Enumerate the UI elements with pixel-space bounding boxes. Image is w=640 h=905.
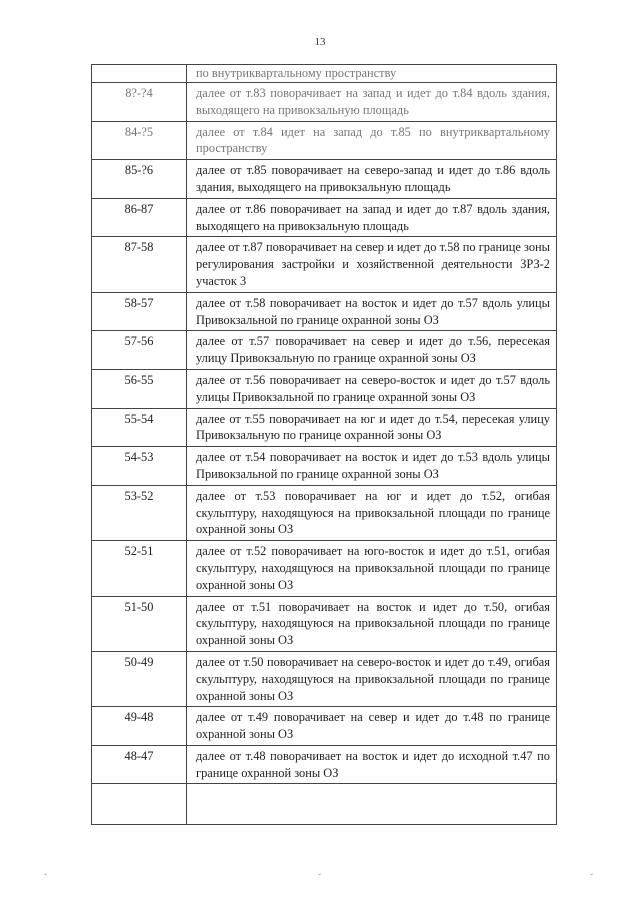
table-row bbox=[92, 706, 556, 745]
boundary-table bbox=[91, 64, 557, 825]
table-row bbox=[92, 408, 556, 447]
description-cell: далее от т.54 поворачивает на восток и идет до т.53 вдоль улицы Привокзальной по границе охранной зоны ОЗ bbox=[196, 450, 550, 481]
description-cell: далее от т.84 идет на запад до т.85 по внутриквартальному пространству bbox=[196, 124, 550, 156]
segment-cell: 50-49 bbox=[92, 652, 187, 706]
description-cell: далее от т.52 поворачивает на юго-восток и идет до т.51, огибая скульптуру, находящуюся на привокзальной площади по границе охранной зоны ОЗ bbox=[196, 544, 550, 592]
description-cell bbox=[187, 784, 556, 824]
scan-mark: ˇ bbox=[44, 872, 47, 882]
description-cell: далее от т.53 поворачивает на юг и идет до т.52, огибая скульптуру, находящуюся на привокзальной площади по границе охранной зоны ОЗ bbox=[196, 488, 550, 537]
segment-cell: 49-48 bbox=[92, 707, 187, 745]
description-cell: далее от т.55 поворачивает на юг и идет до т.54, пересекая улицу Привокзальную по границе охранной зоны ОЗ bbox=[196, 411, 550, 443]
description-cell: далее от т.51 поворачивает на восток и идет до т.50, огибая скульптуру, находящуюся на привокзальной площади по границе охранной зоны ОЗ bbox=[196, 599, 550, 648]
description-cell: по внутриквартальному пространству bbox=[196, 66, 397, 80]
scan-mark: ˇ bbox=[318, 872, 321, 882]
segment-cell: 57-56 bbox=[92, 331, 187, 369]
segment-cell: 8?-?4 bbox=[92, 83, 187, 121]
segment-cell: 55-54 bbox=[92, 409, 187, 447]
segment-cell: 52-51 bbox=[92, 541, 187, 595]
table-row bbox=[92, 236, 556, 291]
table-row bbox=[92, 64, 556, 82]
table-row bbox=[92, 82, 556, 121]
segment-cell: 56-55 bbox=[92, 370, 187, 408]
segment-cell: 87-58 bbox=[92, 237, 187, 291]
table-row bbox=[92, 596, 556, 651]
table-row bbox=[92, 330, 556, 369]
description-cell: далее от т.49 поворачивает на север и идет до т.48 по границе охранной зоны ОЗ bbox=[196, 710, 550, 742]
segment-cell bbox=[92, 784, 187, 824]
segment-cell: 51-50 bbox=[92, 597, 187, 651]
description-cell: далее от т.56 поворачивает на северо-восток и идет до т.57 вдоль улицы Привокзальной по границе охранной зоны ОЗ bbox=[196, 372, 550, 404]
table-row bbox=[92, 446, 556, 485]
description-cell: далее от т.86 поворачивает на запад и идет до т.87 вдоль здания, выходящего на привокзальную площадь bbox=[196, 201, 550, 233]
description-cell: далее от т.48 поворачивает на восток и идет до исходной т.47 по границе охранной зоны ОЗ bbox=[196, 748, 550, 780]
table-row bbox=[92, 159, 556, 198]
table-row bbox=[92, 121, 556, 160]
description-cell: далее от т.58 поворачивает на восток и идет до т.57 вдоль улицы Привокзальной по границе охранной зоны ОЗ bbox=[196, 295, 550, 327]
description-cell: далее от т.50 поворачивает на северо-восток и идет до т.49, огибая скульптуру, находящуюся на привокзальной площади по границе охранной зоны ОЗ bbox=[196, 654, 550, 703]
scan-mark: ˇ bbox=[590, 872, 593, 882]
description-cell: далее от т.57 поворачивает на север и идет до т.56, пересекая улицу Привокзальную по границе охранной зоны ОЗ bbox=[196, 334, 550, 366]
table-row bbox=[92, 745, 556, 784]
table-row bbox=[92, 292, 556, 331]
segment-cell: 53-52 bbox=[92, 486, 187, 540]
segment-cell bbox=[92, 65, 187, 82]
description-cell: далее от т.87 поворачивает на север и идет до т.58 по границе зоны регулирования застройки и хозяйственной деятельности ЗРЗ-2 участок 3 bbox=[196, 240, 550, 288]
segment-cell: 85-?6 bbox=[92, 160, 187, 198]
table-row bbox=[92, 651, 556, 706]
segment-cell: 86-87 bbox=[92, 199, 187, 237]
table-row bbox=[92, 540, 556, 595]
table-row bbox=[92, 198, 556, 237]
segment-cell: 48-47 bbox=[92, 746, 187, 784]
description-cell: далее от т.83 поворачивает на запад и идет до т.84 вдоль здания, выходящего на привокзальную площадь bbox=[196, 86, 550, 117]
page-number: 13 bbox=[314, 36, 326, 48]
segment-cell: 84-?5 bbox=[92, 122, 187, 160]
table-row bbox=[92, 485, 556, 540]
description-cell: далее от т.85 поворачивает на северо-запад и идет до т.86 вдоль здания, выходящего на привокзальную площадь bbox=[196, 163, 550, 194]
segment-cell: 58-57 bbox=[92, 293, 187, 331]
segment-cell: 54-53 bbox=[92, 447, 187, 485]
empty-table-row bbox=[92, 783, 556, 824]
table-row bbox=[92, 369, 556, 408]
